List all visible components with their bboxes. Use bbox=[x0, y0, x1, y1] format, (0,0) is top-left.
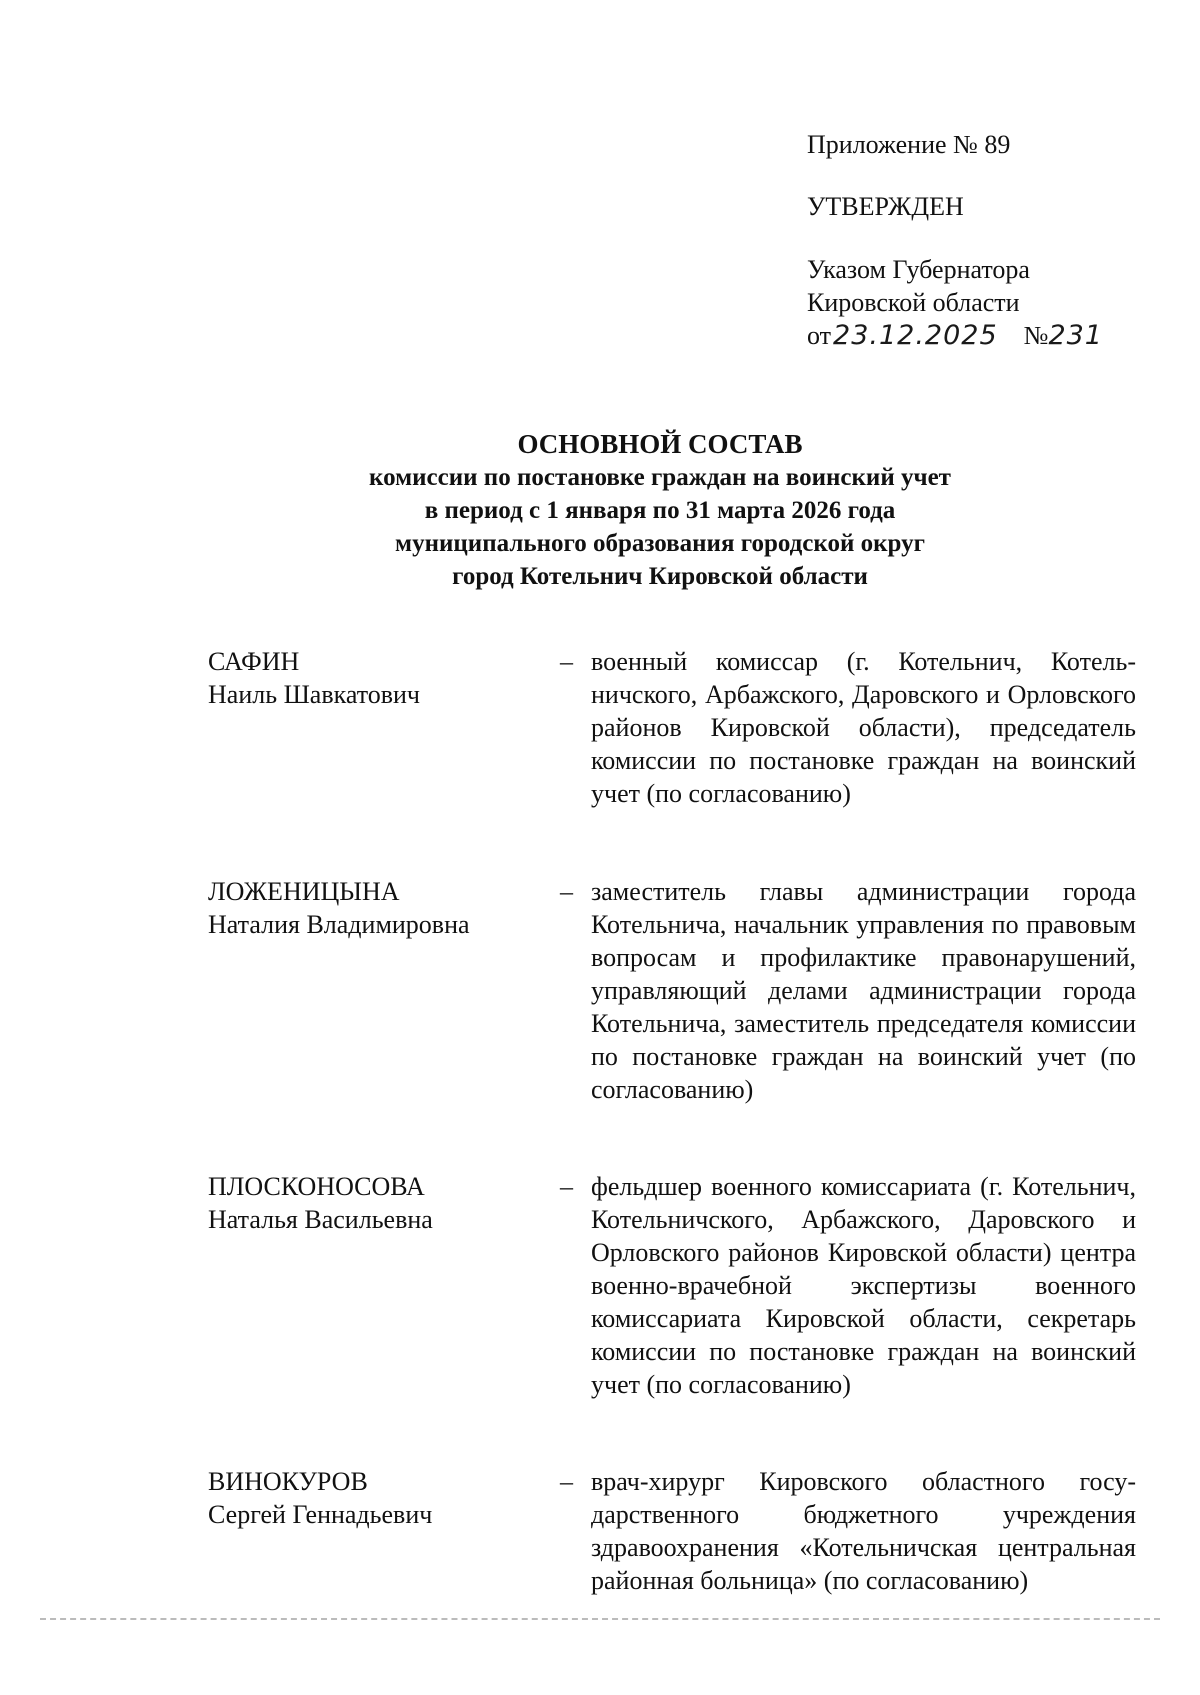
decree-date-line bbox=[807, 319, 1167, 352]
member-dash: – bbox=[560, 1172, 573, 1201]
number-prefix: № bbox=[1023, 321, 1049, 350]
member-role: заместитель главы администрации города Котельнича, начальник управления по правовым вопросам и профилактике правонарушений, управляющий делами администрации города Котельнича, заместитель председателя комиссии по постановке граждан на воинский учет (по согласованию) bbox=[591, 877, 1136, 1104]
member-dash: – bbox=[560, 1467, 573, 1496]
member-given-names: Наталья Васильевна bbox=[208, 1205, 433, 1234]
member-surname: САФИН bbox=[208, 647, 300, 676]
member-surname: ВИНОКУРОВ bbox=[208, 1467, 368, 1496]
member-given-names: Наиль Шавкатович bbox=[208, 680, 420, 709]
decree-line-1: Указом Губернатора bbox=[807, 255, 1030, 284]
handwritten-number: 231 bbox=[1048, 320, 1103, 351]
member-role: врач-хирург Кировского областного государственного бюджетного учреждения здравоохранения «Котельничская центральная районная больница» (по согласованию) bbox=[591, 1467, 1136, 1595]
annex-number: Приложение № 89 bbox=[807, 130, 1011, 159]
member-dash: – bbox=[560, 877, 573, 906]
handwritten-date: 23.12.2025 bbox=[833, 320, 998, 351]
title-line-4: город Котельнич Кировской области bbox=[452, 563, 868, 590]
document-title bbox=[180, 428, 1140, 593]
member-given-names: Наталия Владимировна bbox=[208, 910, 470, 939]
decree-line-2: Кировской области bbox=[807, 288, 1020, 317]
approval-block bbox=[807, 128, 1167, 352]
member-surname: ПЛОСКОНОСОВА bbox=[208, 1172, 425, 1201]
member-given-names: Сергей Геннадьевич bbox=[208, 1500, 433, 1529]
title-line-3: муниципального образования городской округ bbox=[395, 530, 925, 557]
date-prefix: от bbox=[807, 321, 832, 350]
title-main: ОСНОВНОЙ СОСТАВ bbox=[517, 429, 803, 459]
member-name bbox=[208, 875, 538, 941]
member-role: военный комиссар (г. Котельнич, Котельничского, Арбажского, Даровского и Орловского районов Кировской области), председатель комиссии по постановке граждан на воинский учет (по согласованию) bbox=[591, 647, 1136, 808]
scan-artifact-line bbox=[40, 1618, 1160, 1626]
member-dash: – bbox=[560, 647, 573, 676]
title-line-1: комиссии по постановке граждан на воинский учет bbox=[369, 464, 951, 491]
member-name bbox=[208, 1465, 538, 1531]
member-role: фельдшер военного комиссариата (г. Котельнич, Котельничского, Арбажского, Даровского и Орловского районов Кировской области) центра военно-врачебной экспертизы военного комиссариата Кировской области, секретарь комиссии по постановке граждан на воинский учет (по согласованию) bbox=[591, 1172, 1136, 1399]
approved-label: УТВЕРЖДЕН bbox=[807, 192, 964, 221]
member-name bbox=[208, 1170, 538, 1236]
member-surname: ЛОЖЕНИЦЫНА bbox=[208, 877, 400, 906]
member-name bbox=[208, 645, 538, 711]
title-line-2: в период с 1 января по 31 марта 2026 года bbox=[424, 497, 896, 524]
